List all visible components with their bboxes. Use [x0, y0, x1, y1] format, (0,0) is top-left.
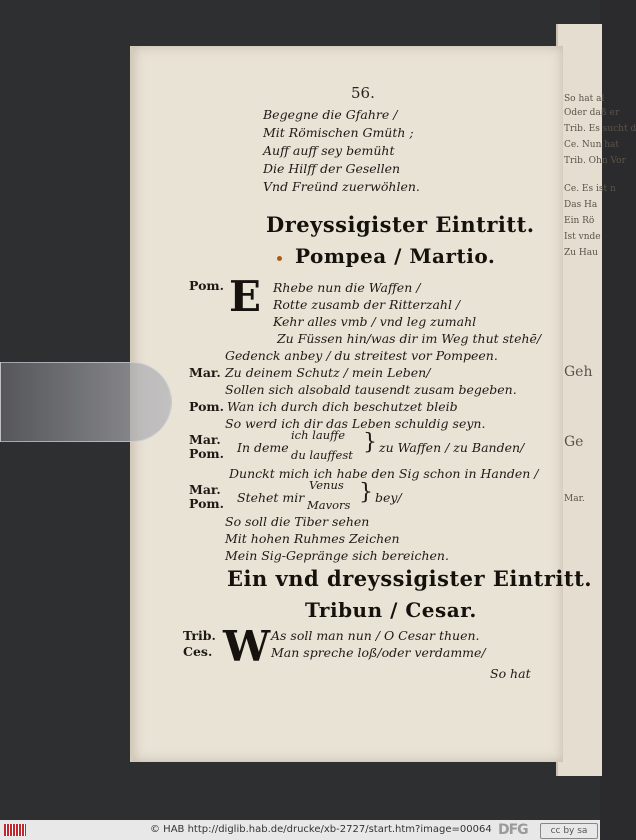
brace: }	[359, 480, 373, 505]
dialogue-line: ich lauffe	[291, 428, 346, 442]
library-logo-icon	[4, 824, 26, 836]
facing-page-fragment: Ce. Nun hat	[564, 140, 620, 150]
dialogue-line: Zu Füssen hin/was dir im Weg thut stehē/	[277, 331, 542, 346]
footer-bar	[0, 820, 600, 840]
speaker-label: Pom.	[189, 399, 224, 414]
dialogue-line: Mit hohen Ruhmes Zeichen	[225, 531, 400, 546]
speaker-label: Mar.	[189, 432, 221, 447]
dialogue-line: Man spreche loß/oder verdamme/	[271, 645, 486, 660]
dfg-logo: DFG	[498, 822, 528, 838]
drop-capital: E	[229, 272, 262, 321]
dialogue-line: Zu deinem Schutz / mein Leben/	[225, 365, 431, 380]
facing-page-fragment: Trib. Es sucht d	[564, 124, 636, 134]
speaker-label: Pom.	[189, 278, 224, 293]
source-link[interactable]: © HAB http://diglib.hab.de/drucke/xb-2727/start.htm?image=00064	[150, 824, 492, 835]
page-number: 56.	[351, 84, 375, 102]
dialogue-line: Stehet mir	[237, 490, 305, 505]
facing-page-fragment: Ein Rö	[564, 216, 595, 226]
verse-line: Die Hilff der Gesellen	[263, 161, 401, 176]
dialogue-line: In deme	[237, 440, 289, 455]
dialogue-line: Dunckt mich ich habe den Sig schon in Handen /	[229, 466, 539, 481]
dialogue-line: Kehr alles vmb / vnd leg zumahl	[273, 314, 477, 329]
speaker-label: Pom.	[189, 446, 224, 461]
dialogue-line: Gedenck anbey / du streitest vor Pompeen.	[225, 348, 498, 363]
verse-line: Mit Römischen Gmüth ;	[263, 125, 414, 140]
dialogue-line: Venus	[309, 478, 344, 492]
ink-dot	[277, 256, 282, 261]
dialogue-line: bey/	[375, 490, 402, 505]
facing-page-fragment: Ist vnde	[564, 232, 601, 242]
page-tab-marker	[0, 362, 172, 442]
dialogue-line: Rhebe nun die Waffen /	[273, 280, 421, 295]
facing-page-fragment: So hat al	[564, 94, 605, 104]
dialogue-line: du lauffest	[291, 448, 353, 462]
facing-page-fragment: Mar.	[564, 494, 585, 504]
dialogue-line: Mein Sig-Gepränge sich bereichen.	[225, 548, 449, 563]
scene-heading: Ein vnd dreyssigister Eintritt.	[227, 566, 593, 591]
dialogue-line: Sollen sich alsobald tausendt zusam begeben.	[225, 382, 517, 397]
catchword: So hat	[490, 666, 531, 681]
speaker-label: Mar.	[189, 365, 221, 380]
dialogue-line: Mavors	[307, 498, 351, 512]
facing-page-fragment: Oder daß er	[564, 108, 620, 118]
dialogue-line: So soll die Tiber sehen	[225, 514, 370, 529]
verse-block	[263, 106, 420, 196]
facing-page-fragment: Trib. Ohn Vor	[564, 156, 626, 166]
brace: }	[363, 430, 377, 455]
scene-heading: Dreyssigister Eintritt.	[266, 212, 535, 237]
speaker-label: Trib.	[183, 628, 216, 643]
verse-line: Begegne die Gfahre /	[263, 107, 398, 122]
dialogue-line: As soll man nun / O Cesar thuen.	[271, 628, 480, 643]
facing-page-fragment: Das Ha	[564, 200, 598, 210]
verse-line: Vnd Freünd zuerwöhlen.	[263, 179, 420, 194]
license-badge: cc by sa	[540, 823, 598, 839]
facing-page-fragment: Geh	[564, 364, 593, 380]
speaker-label: Mar.	[189, 482, 221, 497]
scene-characters: Tribun / Cesar.	[305, 598, 477, 622]
verse-line: Auff auff sey bemüht	[263, 143, 395, 158]
dialogue-line: So werd ich dir das Leben schuldig seyn.	[225, 416, 486, 431]
dialogue-line: Rotte zusamb der Ritterzahl /	[273, 297, 461, 312]
drop-capital: W	[223, 622, 271, 671]
speaker-label: Pom.	[189, 496, 224, 511]
scene-characters: Pompea / Martio.	[295, 244, 496, 268]
facing-page-fragment: Ge	[564, 434, 584, 450]
dialogue-line: Wan ich durch dich beschutzet bleib	[227, 399, 458, 414]
dialogue-line: zu Waffen / zu Banden/	[379, 440, 525, 455]
facing-page-fragment: Zu Hau	[564, 248, 598, 258]
speaker-label: Ces.	[183, 644, 213, 659]
facing-page-fragment: Ce. Es ist n	[564, 184, 616, 194]
